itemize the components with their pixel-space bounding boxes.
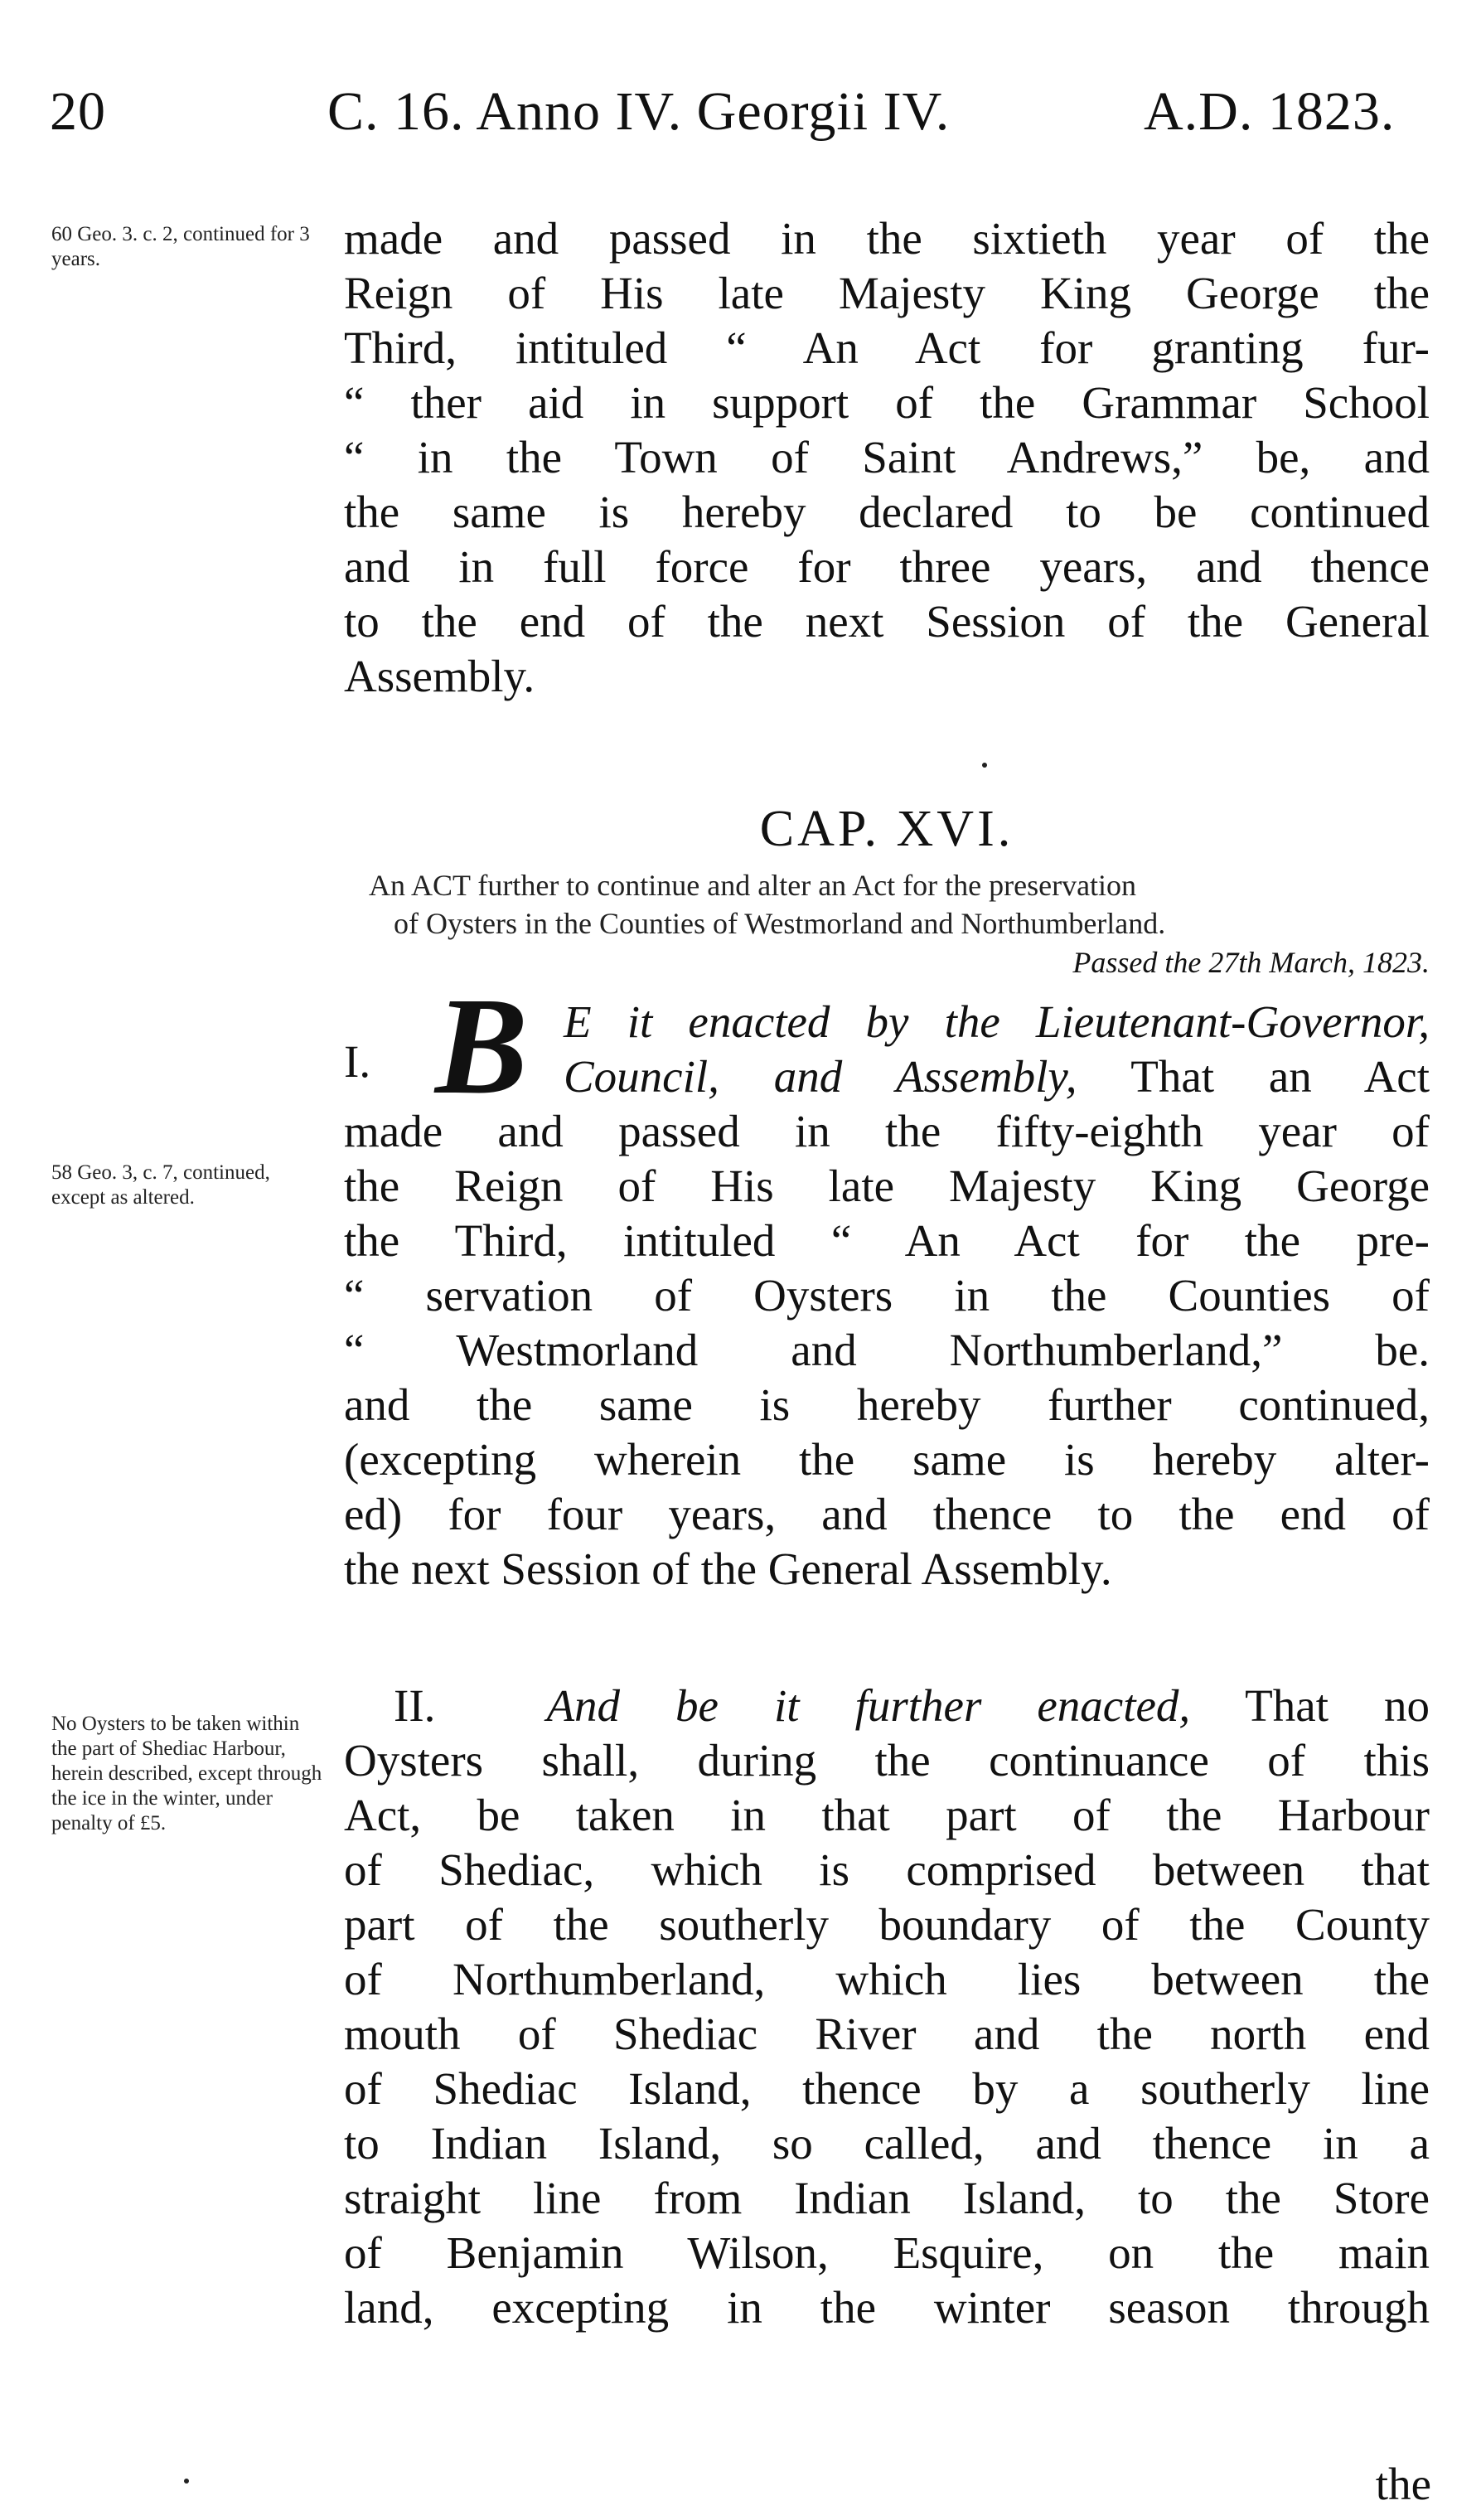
margin-note-statute-58-geo-3: 58 Geo. 3, c. 7, continued, except as altered. bbox=[51, 1161, 270, 1209]
running-head bbox=[50, 75, 1425, 149]
text-line: of Northumberland, which lies between the bbox=[344, 1954, 1430, 2004]
act-title-line: of Oysters in the Counties of Westmorland and Northumberland. bbox=[394, 907, 1166, 940]
drop-cap-letter: B bbox=[435, 969, 529, 1123]
text-line: of Shediac Island, thence by a southerly line bbox=[344, 2063, 1430, 2114]
text-line: straight line from Indian Island, to the Store bbox=[344, 2173, 1430, 2223]
enacting-line bbox=[564, 1049, 1430, 1104]
text-line: Third, intituled “ An Act for granting fur- bbox=[344, 322, 1430, 373]
section-two-body bbox=[344, 1679, 1430, 2335]
catchword: the bbox=[1375, 2459, 1431, 2509]
text-line: Reign of His late Majesty King George the bbox=[344, 268, 1430, 318]
text-line: the next Session of the General Assembly. bbox=[344, 1544, 1112, 1594]
enacting-clause bbox=[564, 995, 1430, 1104]
text-line: Assembly. bbox=[344, 651, 535, 701]
text-line: made and passed in the sixtieth year of the bbox=[344, 213, 1430, 264]
text-line: and in full force for three years, and thence bbox=[344, 541, 1430, 592]
margin-note-statute-60-geo-3: 60 Geo. 3. c. 2, continued for 3 years. bbox=[51, 223, 310, 270]
text-line: the Third, intituled “ An Act for the pre- bbox=[344, 1215, 1430, 1266]
margin-note-oyster-penalty: No Oysters to be taken within the part of Shediac Harbour, herein described, except through the ice in the winter, under penalty of £5. bbox=[51, 1713, 322, 1834]
passed-date: Passed the 27th March, 1823. bbox=[1072, 946, 1430, 979]
ink-speck bbox=[982, 763, 987, 768]
text-line: Act, be taken in that part of the Harbour bbox=[344, 1790, 1430, 1840]
text-line: ed) for four years, and thence to the end of bbox=[344, 1489, 1430, 1539]
text-line: the same is hereby declared to be continued bbox=[344, 487, 1430, 537]
page-number: 20 bbox=[50, 81, 106, 142]
text-line: land, excepting in the winter season through bbox=[344, 2282, 1430, 2333]
text-line: “ in the Town of Saint Andrews,” be, and bbox=[344, 432, 1430, 482]
act-title bbox=[344, 866, 1430, 943]
section-number: I. bbox=[344, 1036, 371, 1087]
text-line: Oysters shall, during the continuance of this bbox=[344, 1735, 1430, 1786]
act-title-line: An ACT further to continue and alter an Act for the preservation bbox=[369, 869, 1137, 902]
enacting-line: E it enacted by the Lieutenant-Governor, bbox=[564, 996, 1430, 1047]
enacting-authority: Council, and Assembly, bbox=[564, 1051, 1077, 1102]
text-line: of Benjamin Wilson, Esquire, on the main bbox=[344, 2227, 1430, 2278]
text-line: “ ther aid in support of the Grammar School bbox=[344, 377, 1430, 428]
text-line: “ Westmorland and Northumberland,” be. bbox=[344, 1325, 1430, 1375]
text-line: to Indian Island, so called, and thence in a bbox=[344, 2118, 1430, 2169]
chapter-reference: C. 16. Anno IV. Georgii IV. bbox=[327, 81, 951, 142]
text-line: the Reign of His late Majesty King George bbox=[344, 1161, 1430, 1211]
enacting-phrase: And be it further enacted, bbox=[546, 1680, 1191, 1731]
text-line: of Shediac, which is comprised between that bbox=[344, 1844, 1430, 1895]
text-line: mouth of Shediac River and the north end bbox=[344, 2009, 1430, 2059]
text-line: made and passed in the fifty-eighth year of bbox=[344, 1106, 1430, 1156]
section-two-opening bbox=[344, 1679, 1430, 1733]
text-line: part of the southerly boundary of the County bbox=[344, 1899, 1430, 1950]
section-number: II. bbox=[394, 1680, 436, 1731]
text-line: and the same is hereby further continued, bbox=[344, 1379, 1430, 1430]
ink-speck bbox=[184, 2479, 189, 2484]
text-line: “ servation of Oysters in the Counties of bbox=[344, 1270, 1430, 1321]
section-one-body bbox=[344, 1104, 1430, 1597]
continuation-paragraph bbox=[344, 211, 1430, 704]
enacting-continuation: That an Act bbox=[1077, 1051, 1430, 1102]
chapter-heading: CAP. XVI. bbox=[759, 801, 1014, 857]
year-reference: A.D. 1823. bbox=[1144, 81, 1396, 142]
enacting-continuation: That no bbox=[1190, 1680, 1430, 1731]
text-line: to the end of the next Session of the General bbox=[344, 596, 1430, 647]
text-line: (excepting wherein the same is hereby alter- bbox=[344, 1434, 1430, 1485]
